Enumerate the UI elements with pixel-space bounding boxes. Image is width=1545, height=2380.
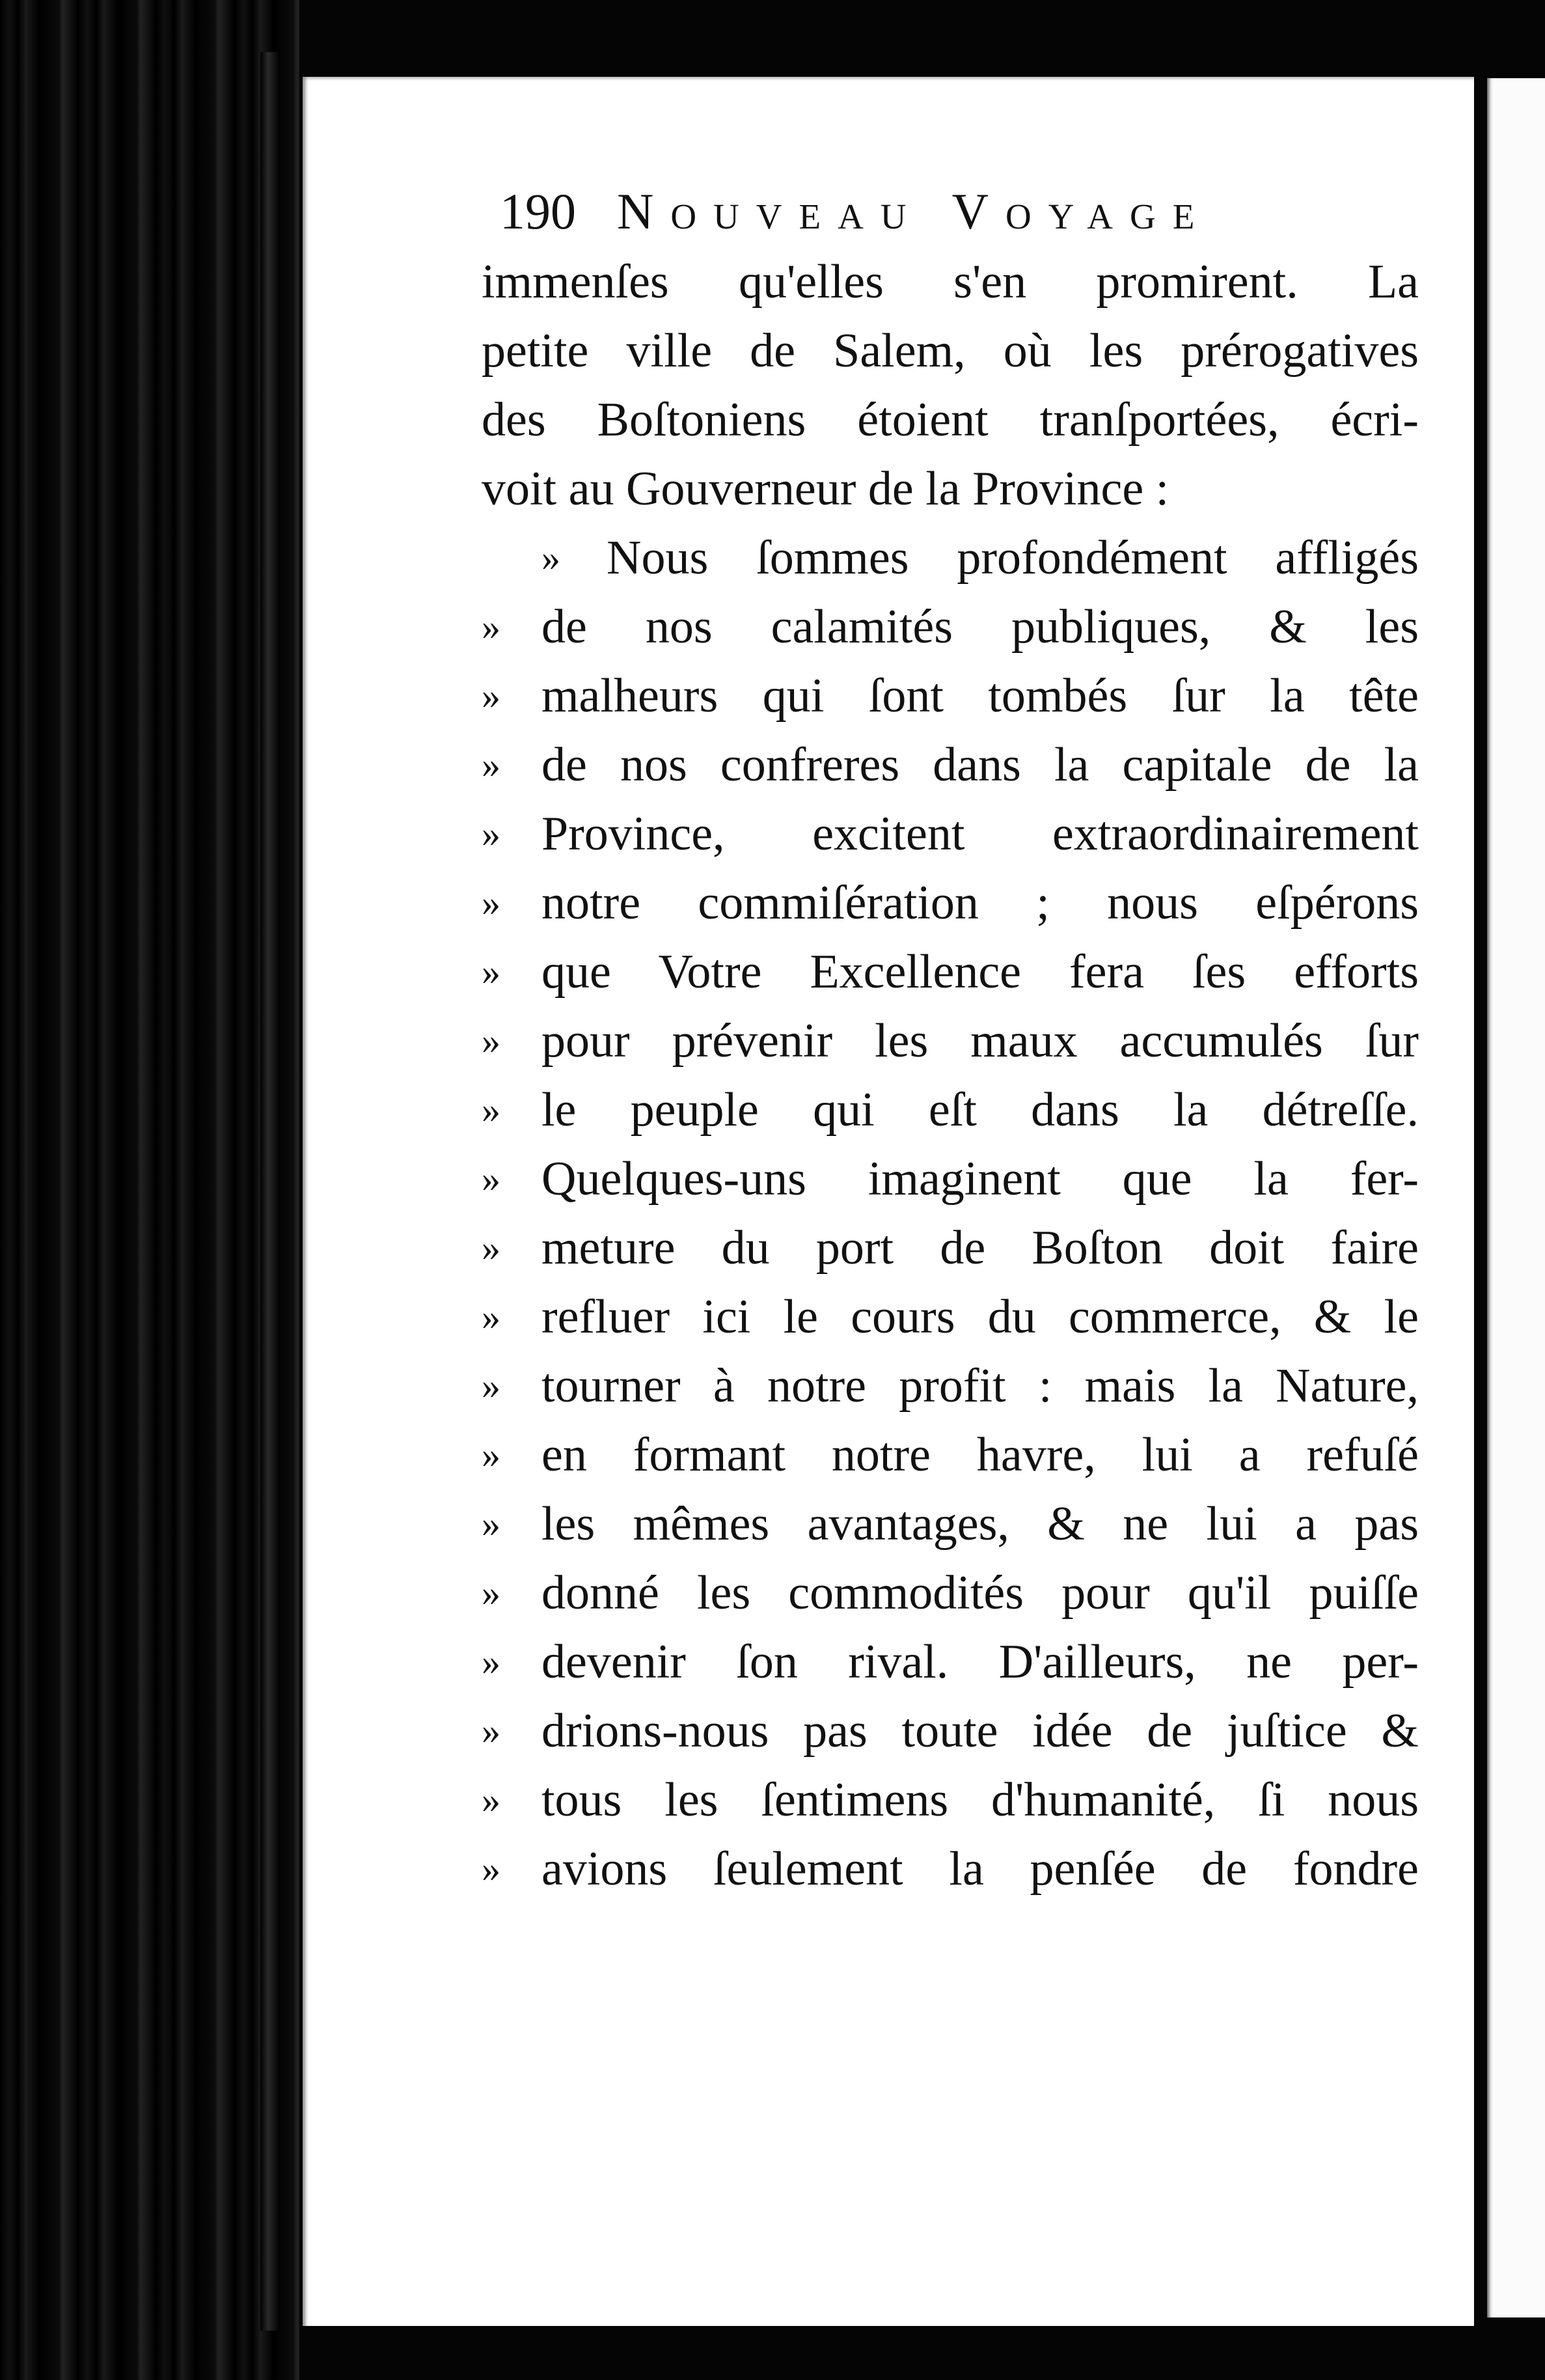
quoted-line-text: Quelques-uns imaginent que la fer- — [541, 1152, 1419, 1206]
quote-mark: » — [482, 1295, 500, 1338]
quoted-line — [482, 1075, 1419, 1144]
quote-mark: » — [482, 881, 500, 924]
quoted-line-text: de nos calamités publiques, & les — [541, 600, 1419, 654]
quote-mark: » — [482, 674, 500, 717]
quote-mark: » — [482, 950, 500, 993]
quote-mark: » — [482, 1502, 500, 1545]
quoted-line-text: de nos confreres dans la capitale de la — [541, 738, 1419, 792]
quote-mark: » — [482, 605, 500, 648]
quote-mark: » — [482, 1157, 500, 1200]
quote-mark: » — [482, 1709, 500, 1752]
quote-mark: » — [482, 1433, 500, 1476]
text-line: immenſes qu'elles s'en promirent. La — [482, 255, 1419, 309]
quoted-line — [482, 1213, 1419, 1282]
quoted-line-text: malheurs qui ſont tombés ſur la tête — [541, 669, 1419, 723]
text-line: petite ville de Salem, où les prérogatives — [482, 324, 1419, 378]
text-line: des Boſtoniens étoient tranſportées, écri- — [482, 393, 1419, 447]
quoted-line — [482, 523, 1419, 592]
quoted-line — [482, 592, 1419, 661]
quoted-line — [482, 868, 1419, 937]
quote-mark: » — [482, 812, 500, 855]
quoted-line — [482, 1282, 1419, 1351]
quote-mark: » — [482, 1019, 500, 1062]
quoted-line — [482, 1765, 1419, 1834]
quoted-line — [482, 1006, 1419, 1075]
running-title: Nouveau Voyage — [617, 183, 1212, 240]
quoted-line-text: que Votre Excellence fera ſes efforts — [541, 945, 1419, 999]
page-header — [500, 182, 1320, 247]
quoted-line-text: avions ſeulement la penſée de fondre — [541, 1842, 1419, 1896]
quoted-line — [482, 1351, 1419, 1420]
quoted-line-text: devenir ſon rival. D'ailleurs, ne per- — [541, 1635, 1419, 1689]
quote-mark: » — [482, 1088, 500, 1131]
quoted-line — [482, 1144, 1419, 1213]
quoted-line — [482, 1420, 1419, 1489]
quote-mark: » — [482, 1640, 500, 1683]
page-number: 190 — [500, 183, 576, 240]
quoted-line-text: les mêmes avantages, & ne lui a pas — [541, 1497, 1419, 1551]
quoted-line-text: meture du port de Boſton doit faire — [541, 1221, 1419, 1275]
quote-mark: » — [482, 1226, 500, 1269]
quoted-line — [482, 730, 1419, 799]
quoted-line — [482, 1834, 1419, 1903]
quoted-line-text: tourner à notre profit : mais la Nature, — [541, 1359, 1419, 1413]
quoted-line-text: tous les ſentimens d'humanité, ſi nous — [541, 1773, 1419, 1827]
quoted-line-text: Nous ſommes profondément affligés — [607, 531, 1419, 585]
quoted-line-text: drions-nous pas toute idée de juſtice & — [541, 1704, 1419, 1758]
quoted-line-text: Province, excitent extraordinairement — [541, 807, 1419, 861]
quote-mark: » — [482, 1364, 500, 1407]
book-spine — [0, 0, 299, 2380]
quoted-line — [482, 1489, 1419, 1558]
quoted-line — [482, 1696, 1419, 1765]
quoted-letter — [482, 523, 1419, 1903]
quote-mark: » — [482, 1571, 500, 1614]
quoted-line-text: notre commiſération ; nous eſpérons — [541, 876, 1419, 930]
quoted-line-text: pour prévenir les maux accumulés ſur — [541, 1014, 1419, 1068]
quote-mark: » — [541, 536, 560, 579]
page-body — [482, 247, 1419, 1903]
quote-mark: » — [482, 1847, 500, 1890]
quote-mark: » — [482, 743, 500, 786]
quoted-line-text: donné les commodités pour qu'il puiſſe — [541, 1566, 1419, 1620]
quoted-line — [482, 1627, 1419, 1696]
quoted-line — [482, 1558, 1419, 1627]
quoted-line-text: en formant notre havre, lui a refuſé — [541, 1428, 1419, 1482]
text-line: voit au Gouverneur de la Province : — [482, 462, 1169, 516]
quoted-line — [482, 661, 1419, 730]
quoted-line-text: le peuple qui eſt dans la détreſſe. — [541, 1083, 1419, 1137]
quote-mark: » — [482, 1778, 500, 1821]
quoted-line — [482, 799, 1419, 868]
page-edge-shadow — [260, 52, 280, 2331]
quoted-line-text: refluer ici le cours du commerce, & le — [541, 1290, 1419, 1344]
adjacent-page-edge — [1487, 78, 1545, 2318]
quoted-line — [482, 937, 1419, 1006]
